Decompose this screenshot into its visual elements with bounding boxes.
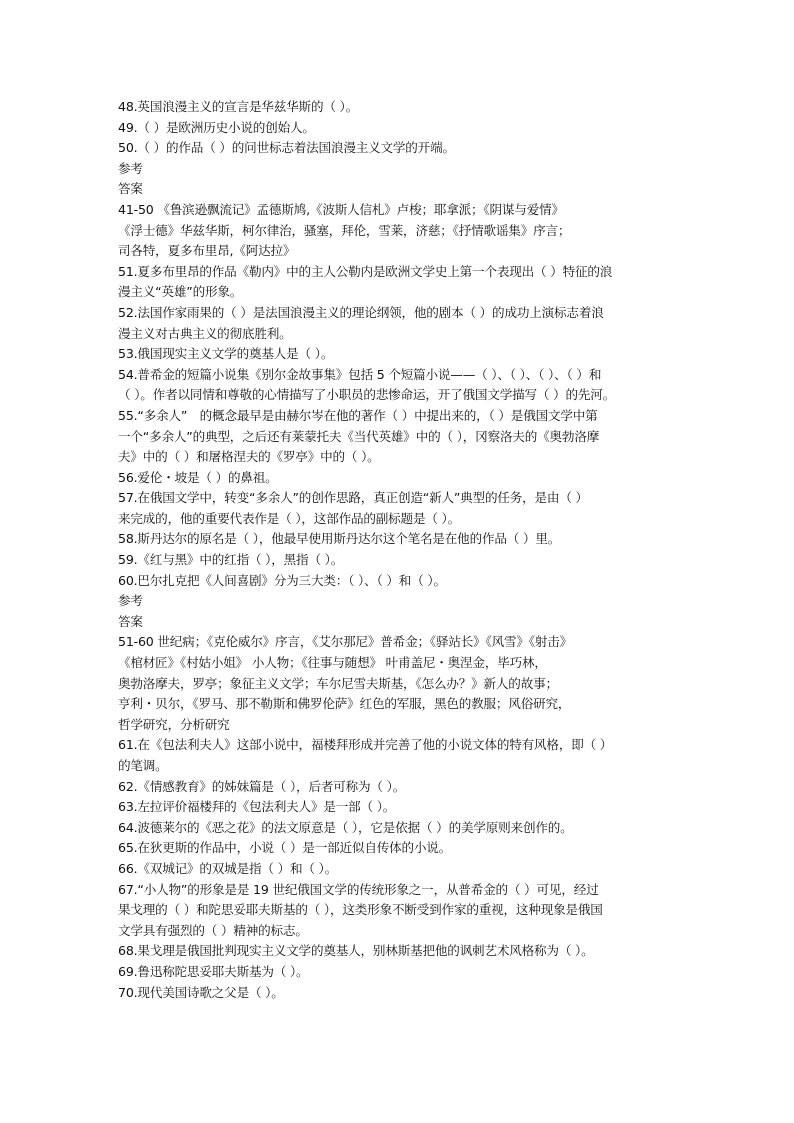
- answer-41-50-line-3: 司各特，夏多布里昂,《阿达拉》: [118, 243, 296, 259]
- document-page: [118, 97, 686, 1003]
- question-67-line-2: 果戈理的（ ）和陀思妥耶夫斯基的（ ），这类形象不断受到作家的重视，这种现象是俄国: [118, 902, 603, 918]
- question-66: 66.《双城记》的双城是指（ ）和（ ）。: [118, 860, 338, 876]
- question-65: 65.在狄更斯的作品中，小说（ ）是一部近似自传体的小说。: [118, 840, 452, 856]
- reference-label: 参考: [118, 160, 143, 176]
- question-55-line-1: 55.“多余人” 的概念最早是由赫尔岑在他的著作（ ）中提出来的，（ ）是俄国文学中第: [118, 407, 598, 423]
- question-60: 60.巴尔扎克把《人间喜剧》分为三大类：（ ）、（ ）和（ ）。: [118, 572, 446, 588]
- question-49: 49.（ ）是欧洲历史小说的创始人。: [118, 119, 315, 135]
- question-68: 68.果戈理是俄国批判现实主义文学的奠基人，别林斯基把他的讽刺艺术风格称为（ ）。: [118, 943, 594, 959]
- question-57-line-1: 57.在俄国文学中，转变“多余人”的创作思路，真正创造“新人”典型的任务，是由（ ）: [118, 490, 588, 506]
- answer-41-50-line-2: 《浮士德》华兹华斯，柯尔律治，骚塞，拜伦，雪莱，济慈；《抒情歌谣集》序言；: [118, 222, 571, 238]
- question-50: 50.（ ）的作品（ ）的问世标志着法国浪漫主义文学的开端。: [118, 140, 455, 156]
- question-54-line-1: 54.普希金的短篇小说集《别尔金故事集》包括 5 个短篇小说——（ ）、（ ）、（ ）、（ ）和: [118, 366, 602, 382]
- question-67-line-1: 67.“小人物”的形象是是 19 世纪俄国文学的传统形象之一，从普希金的（ ）可见，经过: [118, 881, 599, 897]
- question-61-line-1: 61.在《包法利夫人》这部小说中，福楼拜形成并完善了他的小说文体的特有风格，即（ ）: [118, 737, 613, 753]
- question-64: 64.波德莱尔的《恶之花》的法文原意是（ ），它是依据（ ）的美学原则来创作的。: [118, 819, 573, 835]
- question-55-line-2: 一个“多余人”的典型，之后还有莱蒙托夫《当代英雄》中的（ ），冈察洛夫的《奥勃洛摩: [118, 428, 600, 444]
- question-52-line-2: 漫主义对古典主义的彻底胜利。: [118, 325, 292, 341]
- answer-51-60-line-2: 《棺材匠》《村姑小姐》 小人物；《往事与随想》 叶甫盖尼・奥涅金，毕巧林，: [118, 655, 547, 671]
- question-61-line-2: 的笔调。: [118, 758, 168, 773]
- answer-51-60-line-1: 51-60 世纪病；《克伦威尔》序言，《艾尔那尼》普希金；《驿站长》《风雪》《射击》: [118, 634, 573, 650]
- question-54-line-2: （ ）。作者以同情和尊敬的心情描写了小职员的悲惨命运，开了俄国文学描写（ ）的先河。: [118, 387, 616, 403]
- question-69: 69.鲁迅称陀思妥耶夫斯基为（ ）。: [118, 963, 309, 979]
- answer-label: 答案: [118, 613, 143, 629]
- reference-label: 参考: [118, 593, 143, 609]
- question-57-line-2: 来完成的，他的重要代表作是（ ），这部作品的副标题是（ ）。: [118, 510, 461, 526]
- answer-51-60-line-4: 亨利・贝尔，《罗马、那不勒斯和佛罗伦萨》红色的军服，黑色的教服；风俗研究，: [118, 696, 571, 712]
- question-52-line-1: 52.法国作家雨果的（ ）是法国浪漫主义的理论纲领，他的剧本（ ）的成功上演标志着浪: [118, 304, 604, 320]
- question-62: 62.《情感教育》的姊妹篇是（ ），后者可称为（ ）。: [118, 778, 406, 794]
- question-63: 63.左拉评价福楼拜的《包法利夫人》是一部（ ）。: [118, 799, 396, 815]
- question-67-line-3: 文学具有强烈的（ ）精神的标志。: [118, 922, 308, 938]
- question-59: 59.《红与黑》中的红指（ ），黑指（ ）。: [118, 552, 344, 568]
- question-56: 56.爱伦・坡是（ ）的鼻祖。: [118, 469, 278, 485]
- question-48: 48.英国浪漫主义的宣言是华兹华斯的（ ）。: [118, 99, 359, 114]
- question-55-line-3: 夫》中的（ ）和屠格涅夫的《罗亭》中的（ ）。: [118, 449, 380, 465]
- question-70: 70.现代美国诗歌之父是（ ）。: [118, 984, 284, 1000]
- question-51-line-1: 51.夏多布里昂的作品《勒内》中的主人公勒内是欧洲文学史上第一个表现出（ ）特征的浪: [118, 263, 613, 279]
- question-53: 53.俄国现实主义文学的奠基人是（ ）。: [118, 346, 334, 362]
- question-58: 58.斯丹达尔的原名是（ ），他最早使用斯丹达尔这个笔名是在他的作品（ ）里。: [118, 531, 561, 547]
- answer-41-50-line-1: 41-50 《鲁滨逊飘流记》孟德斯鸠,《波斯人信札》卢梭；耶拿派；《阴谋与爱情》: [118, 201, 564, 217]
- answer-51-60-line-5: 哲学研究，分析研究: [118, 716, 230, 732]
- answer-51-60-line-3: 奥勃洛摩夫，罗亭；象征主义文学；车尔尼雪夫斯基，《怎么办？》新人的故事；: [118, 675, 558, 691]
- question-51-line-2: 漫主义“英雄”的形象。: [118, 284, 243, 300]
- answer-label: 答案: [118, 181, 143, 197]
